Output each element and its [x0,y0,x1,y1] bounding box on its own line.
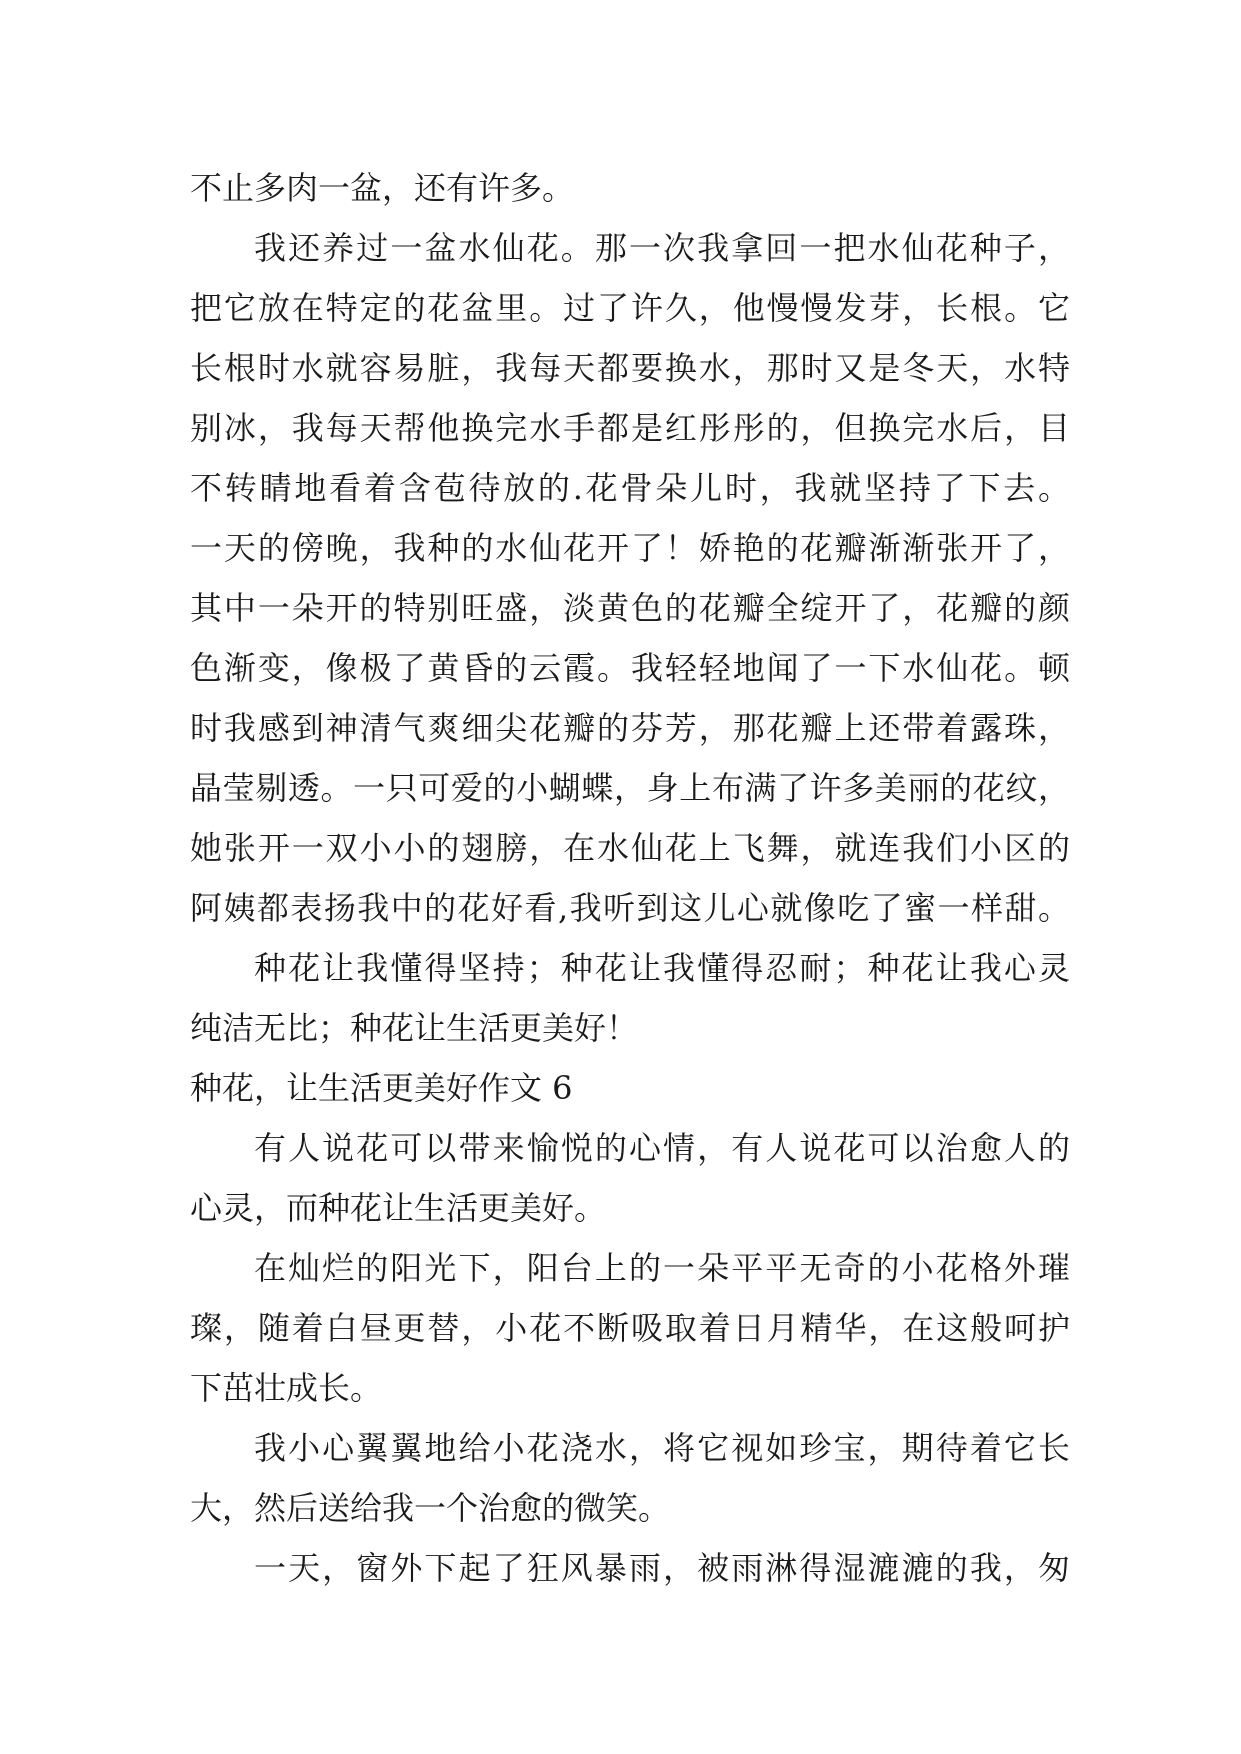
text-line: 晶莹剔透。一只可爱的小蝴蝶，身上布满了许多美丽的花纹， [190,769,1070,807]
text-line: 下茁壮成长。 [190,1369,383,1407]
text-line: 心灵，而种花让生活更美好。 [190,1189,607,1227]
section-heading: 种花，让生活更美好作文 6 [190,1069,573,1107]
paragraph-first-line: 有人说花可以带来愉悦的心情，有人说花可以治愈人的 [254,1129,1070,1167]
text-line: 她张开一双小小的翅膀，在水仙花上飞舞，就连我们小区的 [190,829,1070,867]
paragraph-first-line: 种花让我懂得坚持；种花让我懂得忍耐；种花让我心灵 [254,949,1070,987]
text-line: 一天的傍晚，我种的水仙花开了！娇艳的花瓣渐渐张开了， [190,529,1070,567]
text-line: 璨，随着白昼更替，小花不断吸取着日月精华，在这般呵护 [190,1309,1070,1347]
text-line: 大，然后送给我一个治愈的微笑。 [190,1489,671,1527]
paragraph-first-line: 我小心翼翼地给小花浇水，将它视如珍宝，期待着它长 [254,1429,1070,1467]
text-line: 其中一朵开的特别旺盛，淡黄色的花瓣全绽开了，花瓣的颜 [190,589,1070,627]
text-line: 阿姨都表扬我中的花好看,我听到这儿心就像吃了蜜一样甜。 [190,889,1070,927]
text-line: 时我感到神清气爽细尖花瓣的芬芳，那花瓣上还带着露珠， [190,709,1070,747]
text-line: 色渐变，像极了黄昏的云霞。我轻轻地闻了一下水仙花。顿 [190,649,1070,687]
paragraph-first-line: 一天，窗外下起了狂风暴雨，被雨淋得湿漉漉的我，匆 [254,1549,1070,1587]
text-line: 别冰，我每天帮他换完水手都是红彤彤的，但换完水后，目 [190,409,1070,447]
text-line: 不转睛地看着含苞待放的.花骨朵儿时，我就坚持了下去。 [190,469,1070,507]
text-line: 纯洁无比；种花让生活更美好！ [190,1009,639,1047]
text-line: 把它放在特定的花盆里。过了许久，他慢慢发芽，长根。它 [190,289,1070,327]
text-line: 长根时水就容易脏，我每天都要换水，那时又是冬天，水特 [190,349,1070,387]
paragraph-first-line: 我还养过一盆水仙花。那一次我拿回一把水仙花种子， [254,229,1070,267]
paragraph-first-line: 在灿烂的阳光下，阳台上的一朵平平无奇的小花格外璀 [254,1249,1070,1287]
text-line: 不止多肉一盆，还有许多。 [190,169,575,207]
